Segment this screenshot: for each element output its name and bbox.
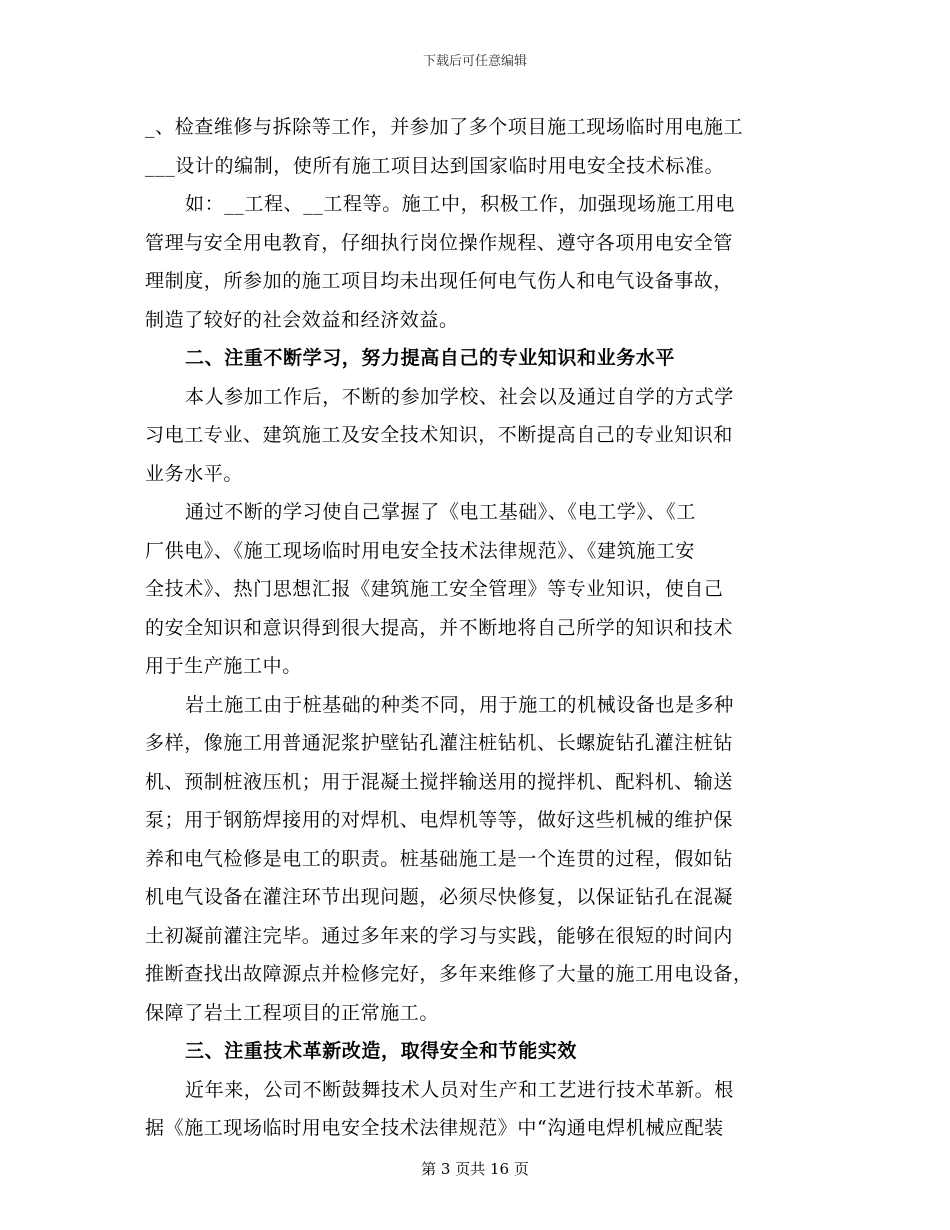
text-line: 多样，像施工用普通泥浆护壁钻孔灌注桩钻机、长螺旋钻孔灌注桩钻 [145, 732, 734, 754]
paragraph-start: 如：__工程、__工程等。施工中，积极工作，加强现场施工用电 [185, 193, 736, 215]
paragraph-start: 近年来，公司不断鼓舞技术人员对生产和工艺进行技术革新。根 [185, 1078, 734, 1101]
text-line: 理制度，所参加的施工项目均未出现任何电气伤人和电气设备事故， [145, 270, 734, 292]
page-number: 第 3 页共 16 页 [421, 1160, 529, 1178]
text-line: 用于生产施工中。 [145, 655, 302, 677]
text-line: 的安全知识和意识得到很大提高，并不断地将自己所学的知识和技术 [145, 616, 734, 639]
text-line: 推断查找出故障源点并检修完好，多年来维修了大量的施工用电设备， [145, 963, 753, 985]
text-line: 厂供电》、《施工现场临时用电安全技术法律规范》、《建筑施工安 [145, 539, 696, 562]
text-line: 土初凝前灌注完毕。通过多年来的学习与实践，能够在很短的时间内 [145, 924, 734, 947]
page-header: 下载后可任意编辑 [422, 54, 527, 69]
text-line: 机、预制桩液压机；用于混凝土搅拌输送用的搅拌机、配料机、输送 [145, 770, 734, 793]
text-line: 全技术》、热门思想汇报《建筑施工安全管理》等专业知识，使自己 [145, 578, 724, 600]
document-body [145, 108, 805, 1148]
text-line: 据《施工现场临时用电安全技术法律规范》中“沟通电焊机械应配装 [145, 1117, 724, 1139]
text-line: 泵；用于钢筋焊接用的对焊机、电焊机等等，做好这些机械的维护保 [145, 809, 734, 831]
paragraph-start: 通过不断的学习使自己掌握了《电工基础》、《电工学》、《工 [185, 501, 696, 523]
section-heading-3: 三、注重技术革新改造，取得安全和节能实效 [185, 1040, 578, 1062]
text-line: 养和电气检修是电工的职责。桩基础施工是一个连贯的过程，假如钻 [145, 847, 734, 870]
text-line: 保障了岩土工程项目的正常施工。 [145, 1001, 440, 1024]
text-line: 制造了较好的社会效益和经济效益。 [145, 308, 459, 331]
paragraph-start: 岩土施工由于桩基础的种类不同，用于施工的机械设备也是多种 [185, 693, 734, 716]
paragraph-start: 本人参加工作后，不断的参加学校、社会以及通过自学的方式学 [185, 385, 734, 408]
section-heading-2: 二、注重不断学习，努力提高自己的专业知识和业务水平 [185, 347, 676, 369]
text-line: 管理与安全用电教育，仔细执行岗位操作规程、遵守各项用电安全管 [145, 231, 734, 254]
text-line: 业务水平。 [145, 462, 244, 485]
text-line: 习电工专业、建筑施工及安全技术知识，不断提高自己的专业知识和 [145, 424, 734, 446]
text-line: ___设计的编制，使所有施工项目达到国家临时用电安全技术标准。 [145, 154, 725, 177]
text-line: 机电气设备在灌注环节出现问题，必须尽快修复，以保证钻孔在混凝 [145, 886, 734, 908]
text-line: _、检查维修与拆除等工作，并参加了多个项目施工现场临时用电施工 [145, 116, 744, 138]
